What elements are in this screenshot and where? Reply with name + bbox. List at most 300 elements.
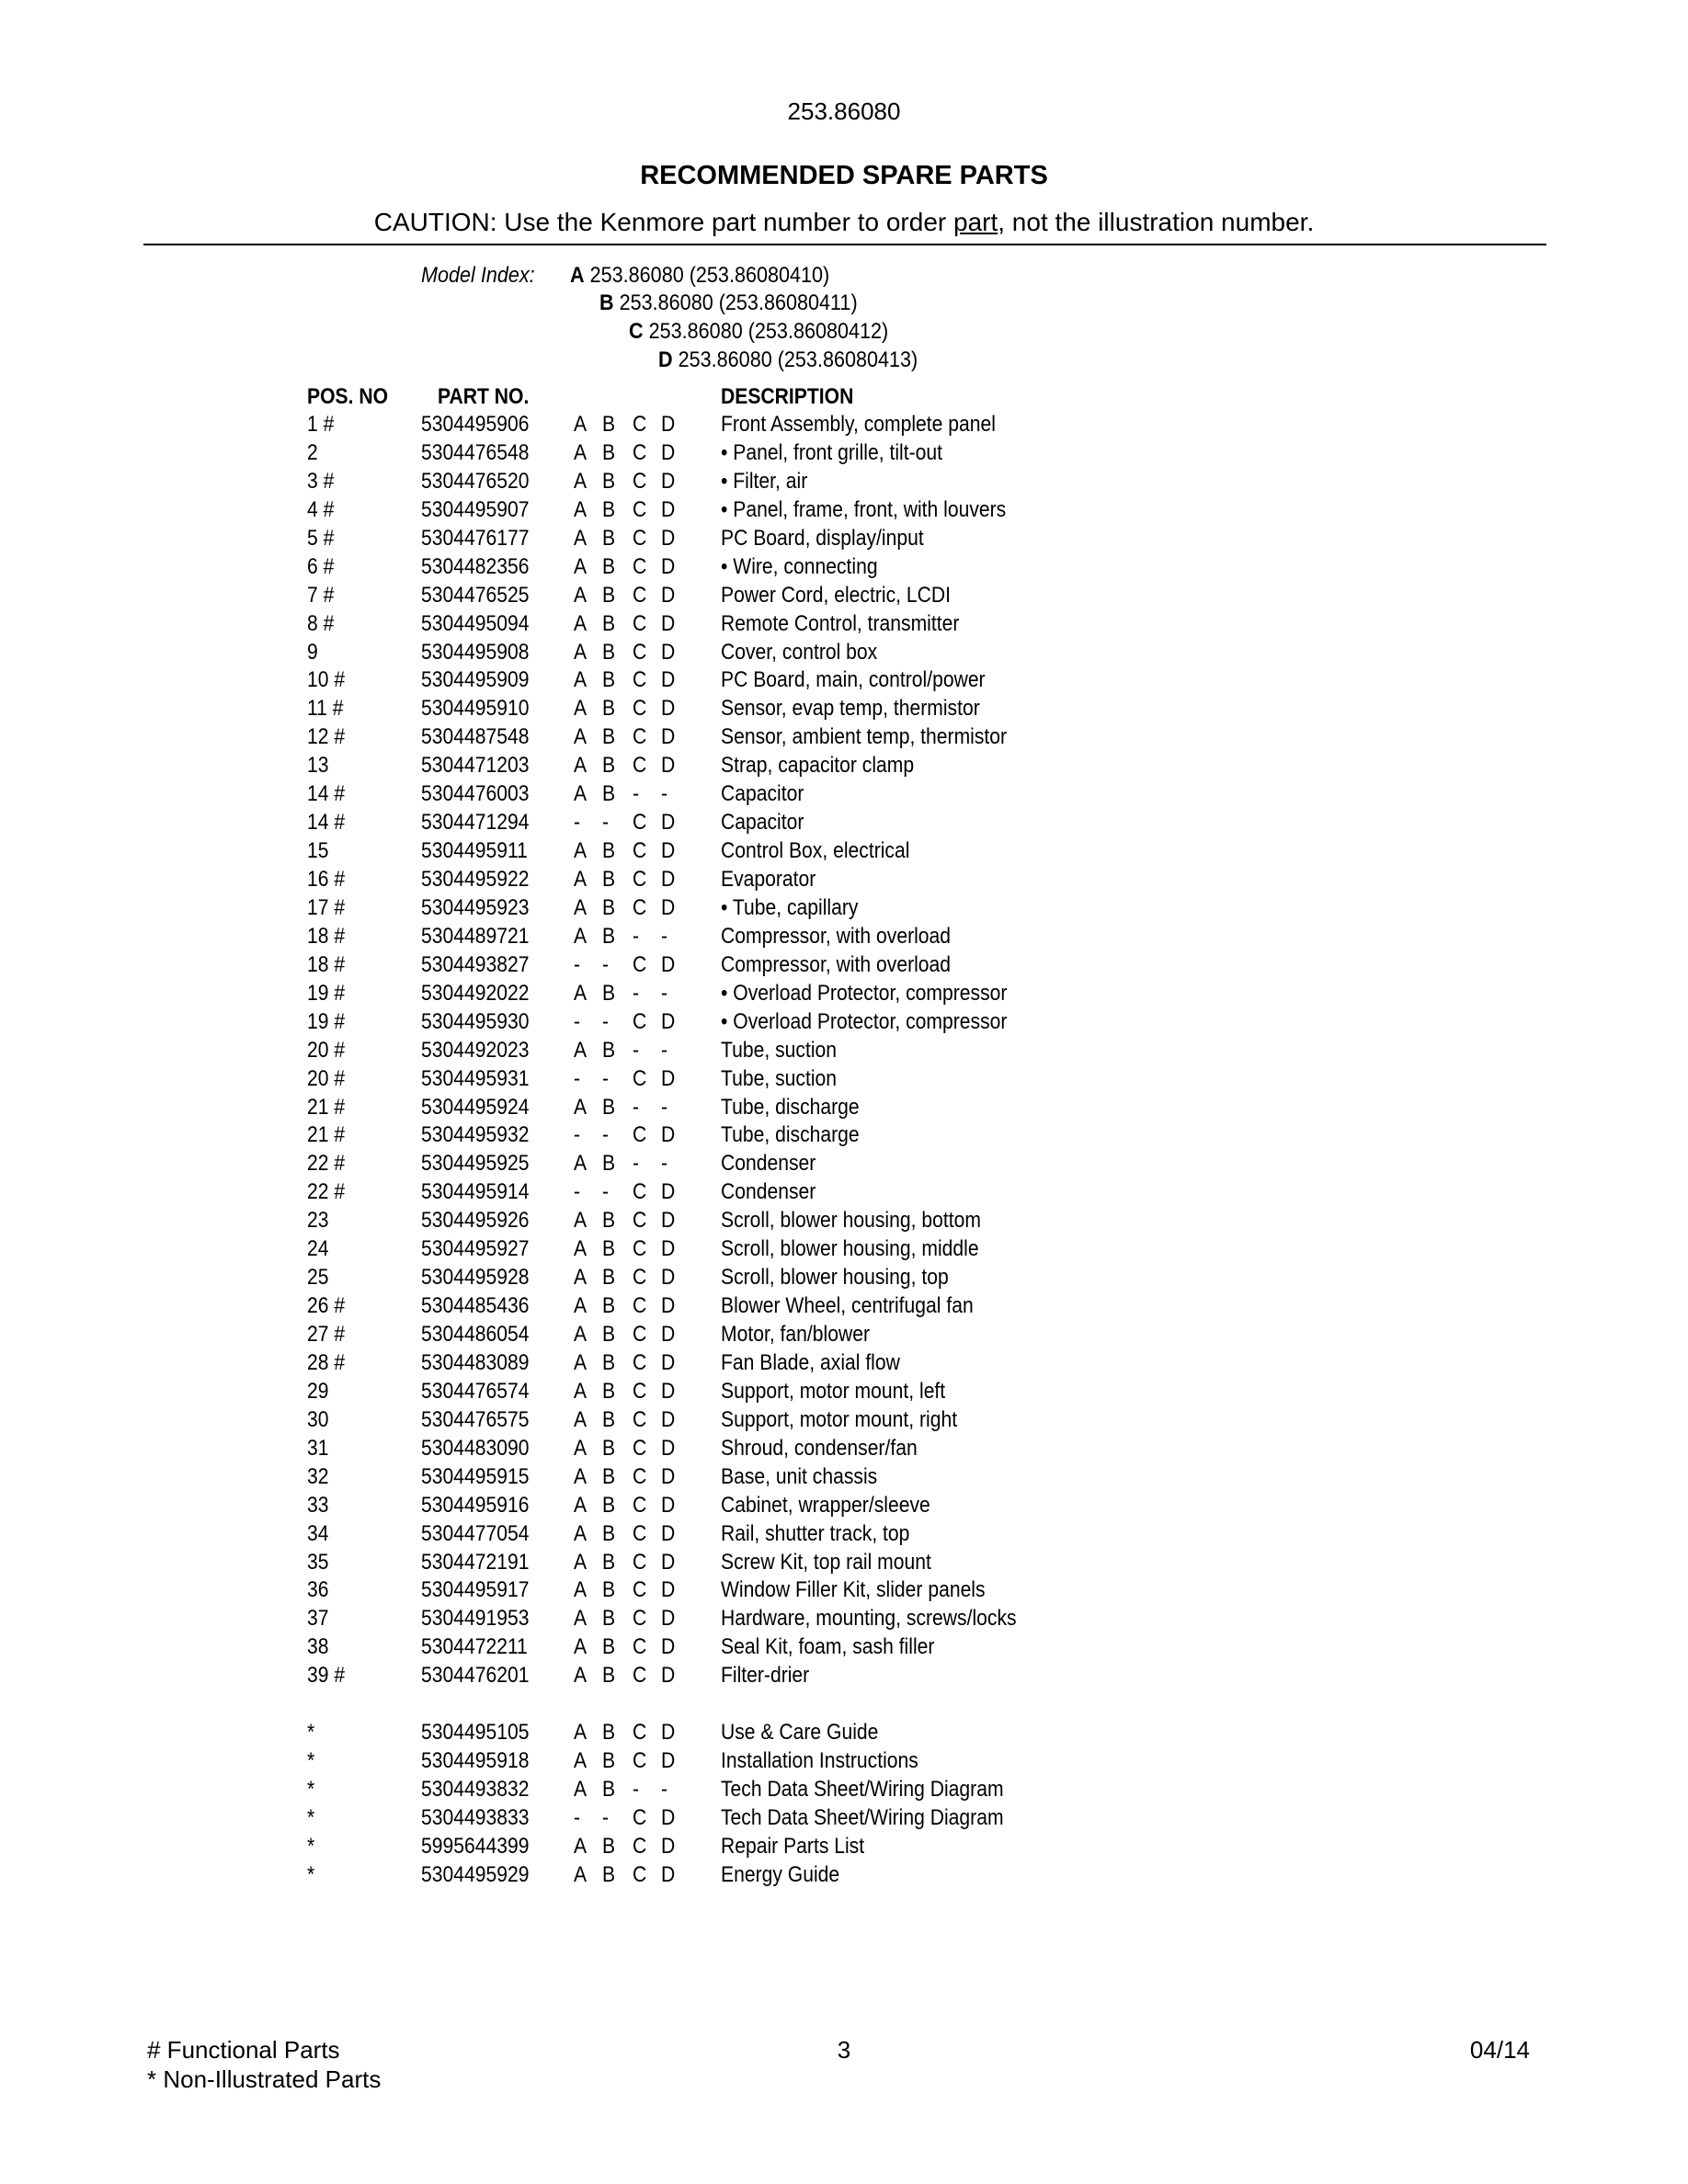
model-d-flag: D xyxy=(661,439,676,465)
model-b-flag: - xyxy=(602,1179,610,1205)
model-index-label: Model Index: xyxy=(421,263,535,288)
pos-number: * xyxy=(307,1833,315,1859)
part-description: PC Board, main, control/power xyxy=(721,667,986,693)
model-d-flag: D xyxy=(661,1236,676,1262)
model-c-flag: C xyxy=(633,1236,647,1262)
part-number: 5304495914 xyxy=(421,1179,530,1205)
part-description: Motor, fan/blower xyxy=(721,1322,871,1347)
table-row xyxy=(0,611,1688,640)
table-spacer xyxy=(0,1691,1688,1720)
table-row xyxy=(0,810,1688,838)
model-c-flag: C xyxy=(633,1549,647,1575)
model-b-flag: B xyxy=(602,1463,616,1489)
model-c-flag: - xyxy=(633,781,640,807)
part-description: Scroll, blower housing, middle xyxy=(721,1236,979,1262)
part-number: 5304471294 xyxy=(421,810,530,836)
table-row xyxy=(0,1322,1688,1350)
model-a-flag: A xyxy=(574,553,587,579)
part-number: 5304495909 xyxy=(421,667,530,693)
part-description: Use & Care Guide xyxy=(721,1720,879,1746)
model-a-flag: A xyxy=(574,894,587,920)
legend-functional-parts: # Functional Parts xyxy=(147,2036,340,2064)
model-c-flag: - xyxy=(633,1777,640,1802)
table-row xyxy=(0,583,1688,611)
model-c-flag: C xyxy=(633,724,647,750)
model-letter: D xyxy=(658,347,673,372)
model-a-flag: A xyxy=(574,1265,587,1291)
model-b-flag: B xyxy=(602,1663,616,1689)
pos-number: 35 xyxy=(307,1549,329,1575)
model-c-flag: C xyxy=(633,696,647,722)
model-c-flag: C xyxy=(633,1435,647,1461)
model-b-flag: B xyxy=(602,468,616,494)
model-c-flag: - xyxy=(633,1151,640,1177)
part-description: Fan Blade, axial flow xyxy=(721,1349,900,1375)
model-number: 253.86080 (253.86080412) xyxy=(643,319,889,344)
model-c-flag: C xyxy=(633,1065,647,1091)
table-row xyxy=(0,1805,1688,1834)
model-a-flag: A xyxy=(574,1833,587,1859)
model-b-flag: B xyxy=(602,894,616,920)
model-a-flag: A xyxy=(574,980,587,1006)
table-row xyxy=(0,1293,1688,1322)
model-a-flag: A xyxy=(574,1606,587,1632)
part-description: Control Box, electrical xyxy=(721,838,910,864)
table-row xyxy=(0,696,1688,724)
table-row xyxy=(0,1236,1688,1265)
part-description: • Filter, air xyxy=(721,468,808,494)
model-d-flag: D xyxy=(661,525,676,551)
model-b-flag: - xyxy=(602,1065,610,1091)
model-letter: C xyxy=(629,319,644,344)
model-c-flag: C xyxy=(633,1008,647,1034)
table-row xyxy=(0,1151,1688,1179)
part-description: Tech Data Sheet/Wiring Diagram xyxy=(721,1777,1004,1802)
part-description: Support, motor mount, right xyxy=(721,1406,958,1432)
model-a-flag: A xyxy=(574,1236,587,1262)
table-row xyxy=(0,554,1688,583)
model-d-flag: D xyxy=(661,1833,676,1859)
part-description: • Panel, frame, front, with louvers xyxy=(721,496,1007,522)
part-number: 5304495917 xyxy=(421,1577,530,1603)
part-description: Energy Guide xyxy=(721,1861,840,1887)
model-a-flag: A xyxy=(574,1861,587,1887)
header-divider xyxy=(143,244,1546,245)
model-number: 253.86080 (253.86080411) xyxy=(613,290,858,315)
part-description: Tube, suction xyxy=(721,1065,838,1091)
model-c-flag: C xyxy=(633,1492,647,1518)
model-b-flag: B xyxy=(602,724,616,750)
model-b-flag: B xyxy=(602,1777,616,1802)
part-description: Tech Data Sheet/Wiring Diagram xyxy=(721,1804,1004,1830)
page-number: 3 xyxy=(837,2036,851,2064)
table-row xyxy=(0,526,1688,554)
part-number: 5304495929 xyxy=(421,1861,530,1887)
model-c-flag: C xyxy=(633,639,647,665)
pos-number: 14 # xyxy=(307,810,346,836)
model-c-flag: C xyxy=(633,468,647,494)
model-b-flag: B xyxy=(602,439,616,465)
page-title: RECOMMENDED SPARE PARTS xyxy=(640,161,1048,190)
model-a-flag: A xyxy=(574,1435,587,1461)
model-a-flag: A xyxy=(574,696,587,722)
part-number: 5304476003 xyxy=(421,781,530,807)
model-d-flag: D xyxy=(661,468,676,494)
model-a-flag: A xyxy=(574,724,587,750)
part-number: 5304493827 xyxy=(421,951,530,977)
table-row xyxy=(0,895,1688,924)
model-a-flag: A xyxy=(574,412,587,437)
pos-number: 20 # xyxy=(307,1065,346,1091)
model-a-flag: A xyxy=(574,867,587,892)
pos-number: 10 # xyxy=(307,667,346,693)
model-b-flag: B xyxy=(602,1322,616,1347)
table-row xyxy=(0,1606,1688,1634)
model-c-flag: C xyxy=(633,1322,647,1347)
model-b-flag: B xyxy=(602,1833,616,1859)
part-number: 5304483090 xyxy=(421,1435,530,1461)
model-d-flag: D xyxy=(661,810,676,836)
part-number: 5304476574 xyxy=(421,1378,530,1404)
part-description: Capacitor xyxy=(721,781,804,807)
table-row xyxy=(0,1379,1688,1407)
model-c-flag: C xyxy=(633,951,647,977)
revision-date: 04/14 xyxy=(1469,2036,1530,2064)
column-header-part: PART NO. xyxy=(438,384,530,409)
table-row xyxy=(0,1748,1688,1777)
pos-number: 37 xyxy=(307,1606,329,1632)
model-d-flag: - xyxy=(661,923,668,949)
table-row xyxy=(0,497,1688,526)
model-b-flag: B xyxy=(602,1549,616,1575)
model-c-flag: C xyxy=(633,1748,647,1774)
part-number: 5304495932 xyxy=(421,1122,530,1148)
model-c-flag: C xyxy=(633,1179,647,1205)
part-description: • Tube, capillary xyxy=(721,894,859,920)
model-c-flag: C xyxy=(633,753,647,779)
part-number: 5304472211 xyxy=(421,1634,528,1660)
model-b-flag: B xyxy=(602,1236,616,1262)
model-a-flag: A xyxy=(574,468,587,494)
model-letter: B xyxy=(599,290,614,315)
model-b-flag: B xyxy=(602,753,616,779)
model-c-flag: C xyxy=(633,838,647,864)
table-row xyxy=(0,1122,1688,1151)
table-row xyxy=(0,1208,1688,1236)
model-b-flag: B xyxy=(602,923,616,949)
model-a-flag: A xyxy=(574,1208,587,1234)
model-b-flag: B xyxy=(602,867,616,892)
pos-number: 30 xyxy=(307,1406,329,1432)
pos-number: 12 # xyxy=(307,724,346,750)
legend-non-illustrated-parts: * Non-Illustrated Parts xyxy=(147,2065,382,2093)
model-index xyxy=(0,263,1688,382)
part-description: Repair Parts List xyxy=(721,1833,865,1859)
table-row xyxy=(0,1265,1688,1293)
part-number: 5304495923 xyxy=(421,894,530,920)
part-description: Tube, discharge xyxy=(721,1122,860,1148)
table-row xyxy=(0,469,1688,497)
pos-number: 1 # xyxy=(307,412,335,437)
model-b-flag: B xyxy=(602,838,616,864)
model-a-flag: A xyxy=(574,1463,587,1489)
column-header-description: DESCRIPTION xyxy=(721,384,854,409)
pos-number: * xyxy=(307,1804,315,1830)
model-d-flag: D xyxy=(661,1634,676,1660)
model-c-flag: C xyxy=(633,1349,647,1375)
model-d-flag: D xyxy=(661,1720,676,1746)
model-b-flag: - xyxy=(602,1008,610,1034)
model-d-flag: D xyxy=(661,667,676,693)
part-number: 5304476548 xyxy=(421,439,530,465)
part-number: 5304493832 xyxy=(421,1777,530,1802)
model-c-flag: C xyxy=(633,1520,647,1546)
part-number: 5304472191 xyxy=(421,1549,530,1575)
model-c-flag: - xyxy=(633,923,640,949)
part-description: Shroud, condenser/fan xyxy=(721,1435,918,1461)
pos-number: 25 xyxy=(307,1265,329,1291)
pos-number: 22 # xyxy=(307,1151,346,1177)
pos-number: * xyxy=(307,1720,315,1746)
model-a-flag: A xyxy=(574,496,587,522)
part-description: Power Cord, electric, LCDI xyxy=(721,582,952,608)
pos-number: * xyxy=(307,1748,315,1774)
pos-number: 28 # xyxy=(307,1349,346,1375)
table-row xyxy=(0,1663,1688,1691)
model-index-line xyxy=(658,347,918,373)
model-d-flag: D xyxy=(661,553,676,579)
model-c-flag: C xyxy=(633,496,647,522)
part-description: Cover, control box xyxy=(721,639,878,665)
model-a-flag: - xyxy=(574,1179,581,1205)
model-d-flag: - xyxy=(661,1151,668,1177)
model-d-flag: D xyxy=(661,753,676,779)
model-d-flag: D xyxy=(661,1804,676,1830)
model-b-flag: B xyxy=(602,496,616,522)
table-row xyxy=(0,924,1688,952)
pos-number: 34 xyxy=(307,1520,329,1546)
part-number: 5304495911 xyxy=(421,838,528,864)
pos-number: 20 # xyxy=(307,1037,346,1063)
table-row xyxy=(0,781,1688,810)
part-number: 5304495930 xyxy=(421,1008,530,1034)
model-b-flag: - xyxy=(602,1804,610,1830)
table-row xyxy=(0,1493,1688,1521)
model-b-flag: B xyxy=(602,553,616,579)
model-b-flag: B xyxy=(602,412,616,437)
part-number: 5304495910 xyxy=(421,696,530,722)
table-row xyxy=(0,1464,1688,1493)
part-number: 5304492022 xyxy=(421,980,530,1006)
table-row xyxy=(0,640,1688,668)
model-a-flag: A xyxy=(574,1777,587,1802)
model-d-flag: D xyxy=(661,867,676,892)
model-b-flag: B xyxy=(602,781,616,807)
model-a-flag: A xyxy=(574,1094,587,1120)
model-b-flag: B xyxy=(602,1861,616,1887)
model-c-flag: C xyxy=(633,1406,647,1432)
model-b-flag: B xyxy=(602,582,616,608)
model-b-flag: B xyxy=(602,610,616,636)
model-d-flag: D xyxy=(661,894,676,920)
model-c-flag: C xyxy=(633,525,647,551)
pos-number: 38 xyxy=(307,1634,329,1660)
model-d-flag: D xyxy=(661,1293,676,1319)
pos-number: 17 # xyxy=(307,894,346,920)
model-d-flag: D xyxy=(661,1748,676,1774)
model-a-flag: A xyxy=(574,1634,587,1660)
table-row xyxy=(0,952,1688,981)
table-row xyxy=(0,440,1688,469)
table-row xyxy=(0,1350,1688,1379)
model-d-flag: D xyxy=(661,1122,676,1148)
part-description: • Panel, front grille, tilt-out xyxy=(721,439,942,465)
model-c-flag: C xyxy=(633,894,647,920)
model-a-flag: - xyxy=(574,1122,581,1148)
part-number: 5304495928 xyxy=(421,1265,530,1291)
model-a-flag: A xyxy=(574,1293,587,1319)
pos-number: 29 xyxy=(307,1378,329,1404)
part-number: 5304495915 xyxy=(421,1463,530,1489)
pos-number: 13 xyxy=(307,753,329,779)
model-b-flag: - xyxy=(602,1122,610,1148)
model-b-flag: B xyxy=(602,1720,616,1746)
model-a-flag: - xyxy=(574,1065,581,1091)
table-row xyxy=(0,1862,1688,1891)
model-b-flag: B xyxy=(602,1406,616,1432)
model-d-flag: D xyxy=(661,1663,676,1689)
pos-number: 16 # xyxy=(307,867,346,892)
table-row xyxy=(0,867,1688,895)
part-description: Strap, capacitor clamp xyxy=(721,753,915,779)
model-d-flag: D xyxy=(661,1435,676,1461)
model-a-flag: A xyxy=(574,1378,587,1404)
model-index-line xyxy=(570,263,829,289)
part-number: 5304495926 xyxy=(421,1208,530,1234)
model-b-flag: B xyxy=(602,1606,616,1632)
pos-number: 22 # xyxy=(307,1179,346,1205)
pos-number: 3 # xyxy=(307,468,335,494)
part-number: 5304491953 xyxy=(421,1606,530,1632)
pos-number: 23 xyxy=(307,1208,329,1234)
table-row xyxy=(0,1634,1688,1663)
part-number: 5304477054 xyxy=(421,1520,530,1546)
pos-number: 27 # xyxy=(307,1322,346,1347)
model-c-flag: C xyxy=(633,1463,647,1489)
model-a-flag: - xyxy=(574,1804,581,1830)
model-c-flag: C xyxy=(633,439,647,465)
table-row xyxy=(0,1777,1688,1805)
model-d-flag: D xyxy=(661,1349,676,1375)
model-d-flag: D xyxy=(661,1378,676,1404)
part-number: 5304482356 xyxy=(421,553,530,579)
model-b-flag: B xyxy=(602,696,616,722)
model-c-flag: C xyxy=(633,412,647,437)
part-description: Rail, shutter track, top xyxy=(721,1520,910,1546)
model-a-flag: A xyxy=(574,1492,587,1518)
part-number: 5304487548 xyxy=(421,724,530,750)
model-b-flag: - xyxy=(602,951,610,977)
model-d-flag: D xyxy=(661,496,676,522)
model-d-flag: D xyxy=(661,951,676,977)
model-d-flag: D xyxy=(661,412,676,437)
model-d-flag: D xyxy=(661,1322,676,1347)
model-d-flag: D xyxy=(661,1577,676,1603)
part-number: 5304476520 xyxy=(421,468,530,494)
table-row xyxy=(0,838,1688,867)
model-c-flag: C xyxy=(633,1663,647,1689)
model-b-flag: - xyxy=(602,810,610,836)
model-b-flag: B xyxy=(602,667,616,693)
model-c-flag: - xyxy=(633,980,640,1006)
part-number: 5304486054 xyxy=(421,1322,530,1347)
pos-number: 19 # xyxy=(307,980,346,1006)
part-number: 5304476525 xyxy=(421,582,530,608)
model-b-flag: B xyxy=(602,1520,616,1546)
pos-number: 11 # xyxy=(307,696,344,722)
model-d-flag: - xyxy=(661,781,668,807)
pos-number: 31 xyxy=(307,1435,329,1461)
pos-number: 14 # xyxy=(307,781,346,807)
model-c-flag: C xyxy=(633,1804,647,1830)
model-d-flag: - xyxy=(661,1777,668,1802)
model-a-flag: - xyxy=(574,810,581,836)
model-d-flag: D xyxy=(661,1520,676,1546)
part-description: Blower Wheel, centrifugal fan xyxy=(721,1293,974,1319)
part-description: Hardware, mounting, screws/locks xyxy=(721,1606,1017,1632)
pos-number: 32 xyxy=(307,1463,329,1489)
pos-number: 21 # xyxy=(307,1122,346,1148)
model-b-flag: B xyxy=(602,1634,616,1660)
part-number: 5304495918 xyxy=(421,1748,530,1774)
model-b-flag: B xyxy=(602,1293,616,1319)
model-c-flag: C xyxy=(633,1208,647,1234)
table-row xyxy=(0,1066,1688,1095)
pos-number: 18 # xyxy=(307,951,346,977)
part-number: 5304495925 xyxy=(421,1151,530,1177)
model-a-flag: A xyxy=(574,639,587,665)
part-description: Cabinet, wrapper/sleeve xyxy=(721,1492,930,1518)
part-description: Scroll, blower housing, bottom xyxy=(721,1208,981,1234)
model-a-flag: A xyxy=(574,753,587,779)
model-a-flag: A xyxy=(574,1322,587,1347)
part-description: Sensor, evap temp, thermistor xyxy=(721,696,980,722)
column-header-pos: POS. NO xyxy=(307,384,389,409)
model-d-flag: D xyxy=(661,1065,676,1091)
part-description: Screw Kit, top rail mount xyxy=(721,1549,931,1575)
model-c-flag: C xyxy=(633,1378,647,1404)
model-c-flag: C xyxy=(633,1293,647,1319)
part-description: Condenser xyxy=(721,1151,816,1177)
pos-number: 39 # xyxy=(307,1663,346,1689)
model-d-flag: D xyxy=(661,1463,676,1489)
part-description: Remote Control, transmitter xyxy=(721,610,960,636)
model-a-flag: A xyxy=(574,838,587,864)
model-a-flag: A xyxy=(574,1549,587,1575)
part-description: Evaporator xyxy=(721,867,816,892)
table-row xyxy=(0,1407,1688,1436)
model-a-flag: A xyxy=(574,1406,587,1432)
caution-text-end: , not the illustration number. xyxy=(998,208,1315,236)
part-number: 5304493833 xyxy=(421,1804,530,1830)
table-row xyxy=(0,1436,1688,1464)
model-d-flag: D xyxy=(661,1861,676,1887)
parts-table xyxy=(0,384,1688,1891)
model-a-flag: - xyxy=(574,1008,581,1034)
model-a-flag: - xyxy=(574,951,581,977)
table-row xyxy=(0,981,1688,1009)
table-row xyxy=(0,412,1688,440)
